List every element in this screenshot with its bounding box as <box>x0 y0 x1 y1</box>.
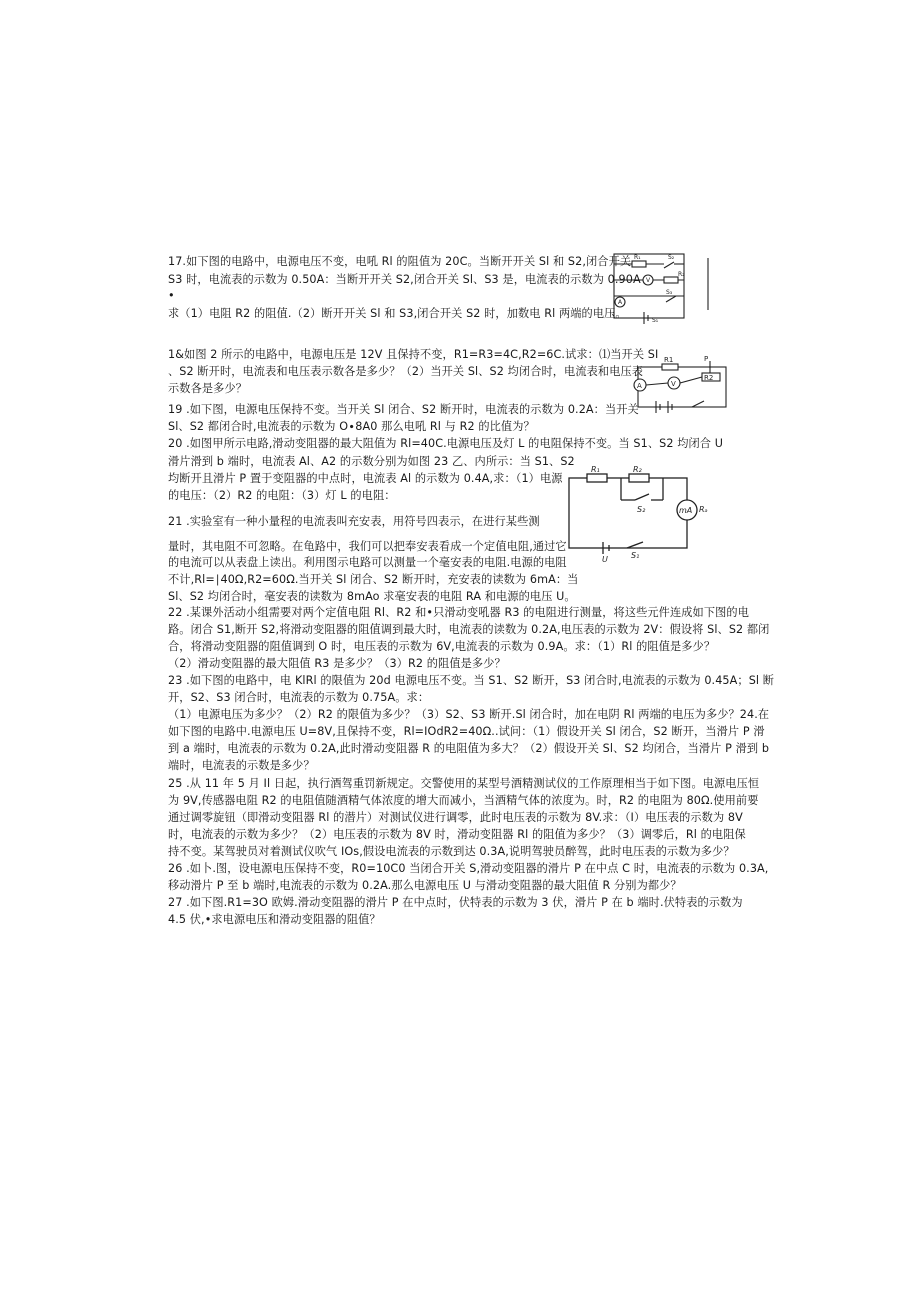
p25-line-5: 持不变。某驾驶员对着测试仪吹气 IOs,假设电流表的示数到达 0.3A,说明驾驶员醉驾，此时电压表的示数为多少？ <box>168 845 735 858</box>
p17-line-3: • <box>168 289 175 302</box>
p22-line-3: 合，将滑动变阻器的阻值调到 O 时，电压表的示数为 6V,电流表的示数为 0.9A。求：（1）Rl 的阻值是多少？ <box>168 640 716 653</box>
fig18-label-v: V <box>671 380 676 388</box>
fig21-label-s2: S₂ <box>637 505 646 514</box>
fig18-label-r2: R2 <box>704 374 714 382</box>
p22-line-4: （2）滑动变阻器的最大阻值 R3 是多少？（3）R2 的阻值是多少？ <box>168 657 506 670</box>
fig17-label-a: A <box>618 299 623 306</box>
p17-line-1: 17.如下图的电路中，电源电压不变，电吼 Rl 的阻值为 20C。当断开开关 Sl 和 S2,闭合开关 <box>168 255 632 268</box>
p27-line-1: 27 .如下图.R1=3O 欧姆.滑动变阻器的滑片 P 在中点时，伏特表的示数为 3 伏，滑片 P 在 b 端时.伏特表的示数为 <box>168 896 743 909</box>
fig17-label-r2: R₂ <box>678 271 685 278</box>
p23-line-5: 到 a 端时，电流表的示数为 0.2A,此时滑动变阻器 R 的电阻值为多大？（2）假设开关 Sl、S2 均闭合，当滑片 P 滑到 b <box>168 742 770 755</box>
fig21-label-r1: R₁ <box>591 465 600 474</box>
p17-line-4: 求（1）电阻 R2 的阻值.（2）断开开关 Sl 和 S3,闭合开关 S2 时，加数电 Rl 两端的电压。 <box>168 307 627 320</box>
p26-line-1: 26 .如卜.图，设电源电压保持不变，R0=10C0 当闭合开关 S,滑动变阻器的滑片 P 在中点 C 时，电流表的示数为 0.3A, <box>168 862 769 875</box>
p25-line-4: 时，电流表的示数为多少？（2）电压表的示数为 8V 时，滑动变阻器 Rl 的阻值为多少？（3）调零后，Rl 的电阻保 <box>168 828 746 841</box>
p23-line-3: （1）电源电压为多少？（2）R2 的限值为多少？（3）S2、S3 断开.Sl 闭合时，加在电阴 Rl 两端的电压为多少？24.在 <box>168 708 770 721</box>
fig18-label-p: P <box>704 355 709 363</box>
fig18-label-a: A <box>637 382 642 390</box>
fig21-label-ra: Rₐ <box>699 505 708 514</box>
fig17-label-v: V <box>646 277 651 284</box>
fig21-label-ma: mA <box>679 506 693 515</box>
p18-line-1: 1&如图 2 所示的电路中，电源电压是 12V 且保持不变，R1=R3=4C,R2=6C.试求：⑴当开关 SI <box>168 348 659 361</box>
p23-line-6: 端时，电流表的示数是多少？ <box>168 759 315 772</box>
p23-line-4: 如下图的电路中.电源电压 U=8V,且保持不变，Rl=IOdR2=40Ω..试问：（1）假设开关 Sl 闭合，S2 断开，当滑片 P 滑 <box>168 725 765 738</box>
p25-line-3: 通过调零旋钮（即滑动变阻器 Rl 的潜片）对测试仪进行调零，此时电压表的示数为 8V.求：（I）电压表的示数为 8V <box>168 811 743 824</box>
p21-line-2: 量时，其电阻不可忽略。在龟路中，我们可以把奉安表看成一个定值电阻,通过它 <box>168 540 567 553</box>
fig17-label-s1: S₁ <box>652 317 659 324</box>
p23-line-2: 开，S2、S3 闭合时，电流表的示数为 0.75A。求： <box>168 691 430 704</box>
fig17-label-r1: R₁ <box>634 254 641 261</box>
fig17-label-s3: S₃ <box>666 289 673 296</box>
p20-line-1: 20 .如图甲所示电路,滑动变阻器的最大阻值为 Rl=40C.电源电压及灯 L 的电阻保持不变。当 S1、S2 均闭合 U <box>168 437 723 450</box>
p22-line-2: 路。闭合 S1,断开 S2,将滑动变阻器的阻值调到最大时，电流表的读数为 0.2A,电压表的示数为 2V：假设将 Sl、S2 都闭 <box>168 623 770 636</box>
p20-line-3: 均断开且滑片 P 置于变阻器的中点时，电流表 Al 的示数为 0.4A,求：（1）电源 <box>168 472 563 485</box>
p23-line-1: 23 .如下图的电路中，电 KlRl 的限值为 20d 电源电压不变。当 S1、S2 断开，S3 闭合时,电流表的示数为 0.45A；Sl 断 <box>168 674 775 687</box>
fig17-label-s2: S₂ <box>668 254 675 261</box>
p25-line-1: 25 .从 11 年 5 月 Il 日起，执行酒驾重罚新规定。交警使用的某型号酒精测试仪的工作原理相当于如下图。电源电压恒 <box>168 777 760 790</box>
p18-line-2: 、S2 断开时，电流表和电压表示数各是多少？（2）当开关 Sl、S2 均闭合时，电流表和电压表 <box>168 365 644 378</box>
p18-line-3: 示数各是多少？ <box>168 382 248 395</box>
circuit-diagram-21 <box>565 462 715 562</box>
p25-line-2: 为 9V,传感器电阻 R2 的电阻值随酒精气体浓度的增大而减小，当酒精气体的浓度为。时，R2 的电阻为 80Ω.使用前要 <box>168 794 759 807</box>
p17-line-2: S3 时，电流表的示数为 0.50A：当断开开关 S2,闭合开关 Sl、S3 是，电流表的示数为 0.90A <box>168 273 641 286</box>
p20-line-4: 的电压：（2）R2 的电阻：（3）灯 L 的电阻： <box>168 489 396 502</box>
p22-line-1: 22 .某课外活动小组需要对两个定值电阻 Rl、R2 和•只滑动变吼器 R3 的电阻进行测量，将这些元件连成如下图的电 <box>168 606 749 619</box>
p21-line-1: 21 .实验室有一种小量程的电流表叫充安表，用符号四表示，在进行某些测 <box>168 515 540 528</box>
circuit-diagram-18 <box>628 355 732 413</box>
fig21-label-u: U <box>602 555 608 562</box>
circuit-diagram-17 <box>612 250 712 324</box>
p27-line-2: 4.5 伏,•求电源电压和滑动变阻器的阻值？ <box>168 913 381 926</box>
p19-line-1: 19 .如下图，电源电压保持不变。当开关 Sl 闭合、S2 断开时，电流表的示数为 0.2A：当开关 <box>168 403 639 416</box>
p21-line-4: 不计,Rl=∣40Ω,R2=60Ω.当开关 Sl 闭合、S2 断开时，充安表的读数为 6mA：当 <box>168 573 579 586</box>
p26-line-2: 移动滑片 P 至 b 端时,电流表的示数为 0.2A.那么电源电压 U 与滑动变阻器的最大阻值 R 分别为都少？ <box>168 879 682 892</box>
fig21-label-r2: R₂ <box>633 465 642 474</box>
fig18-label-r1: R1 <box>664 356 674 364</box>
fig21-label-s1: S₁ <box>631 551 640 560</box>
p20-line-2: 滑片滑到 b 端时，电流表 Al、A2 的示数分别为如图 23 乙、内所示：当 S1、S2 <box>168 455 575 468</box>
p21-line-5: Sl、S2 均闭合时，毫安表的读数为 8mAo 求毫安表的电阻 RA 和电源的电压 U。 <box>168 590 576 603</box>
p21-line-3: 的电流可以从表盘上读出。利用图示电路可以测量一个毫安表的电阻.电源的电阻 <box>168 556 567 569</box>
p19-line-2: Sl、S2 都闭合时,电流表的示数为 O∙8A0 那么电吼 Rl 与 R2 的比值为？ <box>168 420 535 433</box>
